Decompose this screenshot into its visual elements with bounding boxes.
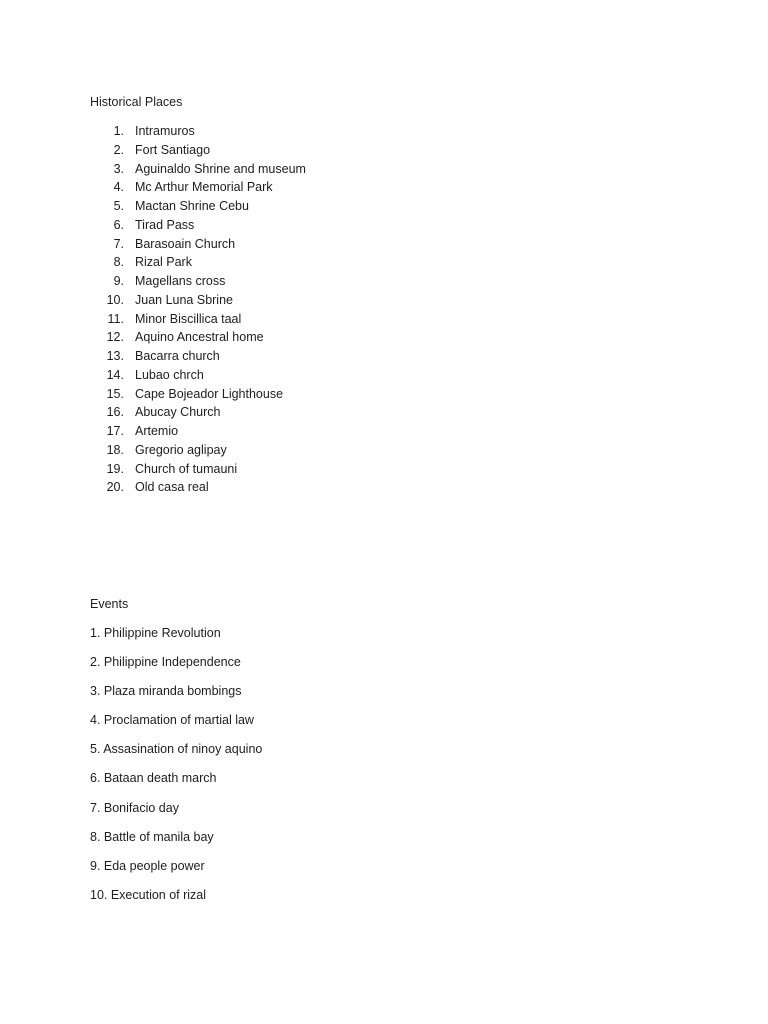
list-item: 5. Assasination of ninoy aquino [90, 742, 263, 757]
events-heading: Events [90, 597, 129, 611]
list-item: 3. Plaza miranda bombings [90, 684, 242, 699]
list-item: 10. Execution of rizal [90, 887, 207, 902]
list-item-number: 4. [113, 180, 124, 195]
list-item-text: Rizal Park [135, 255, 192, 270]
list-item-number: 14. [106, 367, 124, 382]
list-item-text: Cape Bojeador Lighthouse [135, 386, 284, 401]
list-item-number: 5. [113, 199, 124, 213]
list-item [90, 386, 306, 405]
list-item-number: 15. [106, 386, 124, 401]
list-item-text: Intramuros [135, 124, 195, 138]
list-item-number: 9. [113, 274, 124, 288]
list-item-number: 1. [113, 124, 124, 138]
list-item-number: 3. [113, 161, 124, 176]
list-item-number: 18. [106, 442, 124, 457]
list-item [90, 442, 306, 461]
list-item-text: Mc Arthur Memorial Park [135, 180, 273, 195]
list-item-text: Lubao chrch [135, 367, 204, 382]
list-item [90, 161, 306, 180]
list-item-number: 13. [106, 349, 124, 363]
list-item [90, 348, 306, 367]
list-item-text: Church of tumauni [135, 461, 238, 476]
list-item: 1. Philippine Revolution [90, 626, 221, 640]
list-item: 9. Eda people power [90, 858, 205, 873]
list-item: 2. Philippine Independence [90, 655, 241, 670]
list-item-text: Fort Santiago [135, 142, 211, 157]
list-item-text: Minor Biscillica taal [135, 311, 242, 326]
list-item: 4. Proclamation of martial law [90, 713, 254, 728]
list-item [90, 461, 306, 480]
events-list [90, 625, 262, 916]
list-item [90, 273, 306, 292]
list-item-text: Aquino Ancestral home [135, 330, 264, 345]
list-item: 8. Battle of manila bay [90, 829, 214, 844]
list-item-text: Tirad Pass [135, 217, 195, 232]
list-item [90, 254, 306, 273]
list-item [90, 367, 306, 386]
list-item-text: Bacarra church [135, 349, 220, 363]
list-item-text: Juan Luna Sbrine [135, 292, 233, 307]
historical-places-list [90, 123, 306, 498]
list-item-text: Aguinaldo Shrine and museum [135, 161, 306, 176]
list-item-number: 12. [106, 330, 124, 345]
list-item-number: 11. [107, 311, 124, 326]
list-item [90, 329, 306, 348]
list-item-number: 7. [113, 236, 124, 251]
list-item-number: 16. [106, 405, 124, 420]
historical-places-heading: Historical Places [90, 95, 183, 109]
list-item: 7. Bonifacio day [90, 800, 179, 815]
list-item-number: 19. [106, 461, 124, 476]
list-item [90, 423, 306, 442]
list-item-number: 20. [106, 480, 124, 495]
list-item [90, 198, 306, 217]
list-item-number: 2. [113, 142, 124, 157]
list-item: 6. Bataan death march [90, 771, 217, 786]
list-item [90, 179, 306, 198]
list-item-text: Gregorio aglipay [135, 442, 227, 457]
list-item [90, 142, 306, 161]
list-item-text: Old casa real [135, 480, 209, 495]
list-item-number: 6. [113, 217, 124, 232]
list-item-text: Mactan Shrine Cebu [135, 199, 249, 213]
list-item-text: Barasoain Church [135, 236, 236, 251]
list-item [90, 292, 306, 311]
list-item [90, 236, 306, 255]
list-item [90, 404, 306, 423]
list-item-text: Magellans cross [135, 274, 226, 288]
list-item-number: 17. [106, 424, 124, 438]
list-item [90, 311, 306, 330]
list-item-number: 10. [106, 292, 124, 307]
list-item-text: Abucay Church [135, 405, 221, 420]
list-item-text: Artemio [135, 424, 179, 438]
list-item [90, 217, 306, 236]
list-item [90, 123, 306, 142]
list-item-number: 8. [113, 255, 124, 270]
list-item [90, 479, 306, 498]
